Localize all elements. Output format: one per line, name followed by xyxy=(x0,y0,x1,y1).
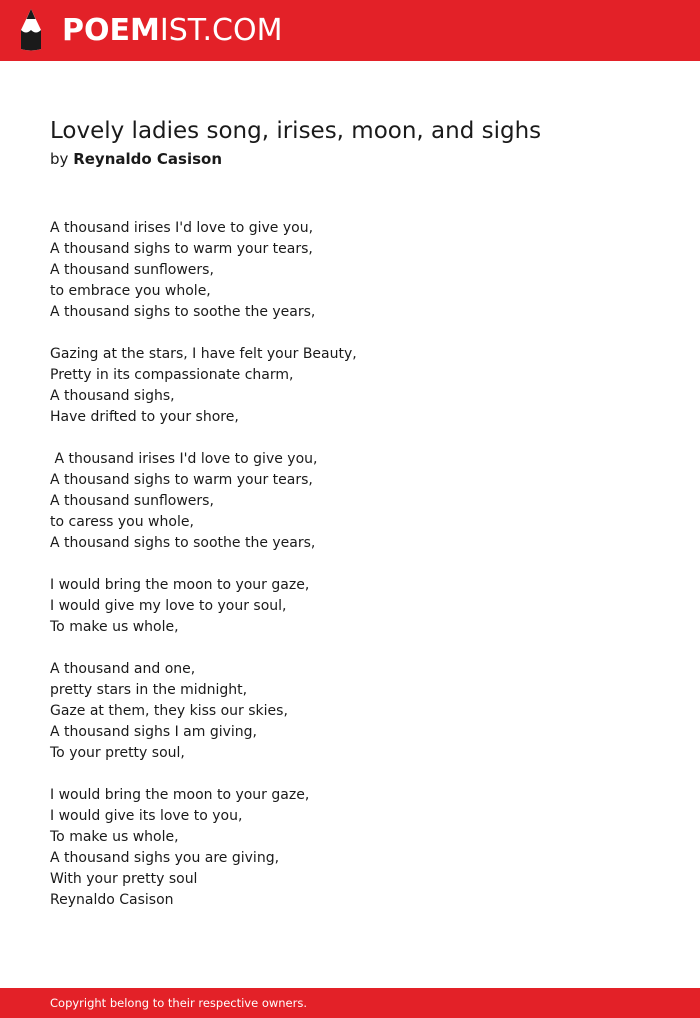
poem-byline xyxy=(50,148,222,170)
byline-prefix: by xyxy=(50,150,69,168)
poem-line: I would give its love to you, xyxy=(50,808,243,824)
poem-line: I would give my love to your soul, xyxy=(50,598,287,614)
poem-line: Gaze at them, they kiss our skies, xyxy=(50,703,288,719)
poem-stanza xyxy=(50,449,650,554)
poem-line: I would bring the moon to your gaze, xyxy=(50,787,310,803)
poem-body xyxy=(50,218,650,932)
poem-line: A thousand sighs, xyxy=(50,388,175,404)
poem-line: I would bring the moon to your gaze, xyxy=(50,577,310,593)
poem-line: Pretty in its compassionate charm, xyxy=(50,367,294,383)
poem-line: Reynaldo Casison xyxy=(50,892,174,908)
poem-line: A thousand sighs to warm your tears, xyxy=(50,241,313,257)
poem-line: Gazing at the stars, I have felt your Beauty, xyxy=(50,346,357,362)
poem-line: To your pretty soul, xyxy=(50,745,185,761)
poem-stanza xyxy=(50,575,650,638)
poem-line: A thousand sunflowers, xyxy=(50,493,214,509)
poem-line: A thousand sighs to soothe the years, xyxy=(50,304,316,320)
poem-line: A thousand irises I'd love to give you, xyxy=(50,220,314,236)
poem-line: A thousand and one, xyxy=(50,661,196,677)
logo-text-light: IST.COM xyxy=(159,13,283,48)
site-footer xyxy=(0,988,700,1018)
poem-line: A thousand sunflowers, xyxy=(50,262,214,278)
poem-line: To make us whole, xyxy=(50,829,179,845)
poem-line: A thousand sighs I am giving, xyxy=(50,724,258,740)
poem-stanza xyxy=(50,785,650,911)
pencil-icon xyxy=(16,8,46,52)
poem-line: A thousand sighs you are giving, xyxy=(50,850,280,866)
logo-text-bold: POEM xyxy=(62,13,160,48)
poem-line: pretty stars in the midnight, xyxy=(50,682,248,698)
site-logo[interactable] xyxy=(62,12,282,50)
poem-line: A thousand sighs to warm your tears, xyxy=(50,472,313,488)
poem-line: A thousand sighs to soothe the years, xyxy=(50,535,316,551)
poem-title: Lovely ladies song, irises, moon, and sighs xyxy=(50,118,542,144)
poem-stanza xyxy=(50,344,650,428)
author-name: Reynaldo Casison xyxy=(73,150,223,168)
poem-line: With your pretty soul xyxy=(50,871,198,887)
poem-line: to caress you whole, xyxy=(50,514,194,530)
poem-line: to embrace you whole, xyxy=(50,283,211,299)
poem-line: Have drifted to your shore, xyxy=(50,409,239,425)
site-header xyxy=(0,0,700,61)
copyright-notice: Copyright belong to their respective owners. xyxy=(50,996,308,1010)
poem-line: To make us whole, xyxy=(50,619,179,635)
poem-stanza xyxy=(50,218,650,323)
poem-stanza xyxy=(50,659,650,764)
poem-line: A thousand irises I'd love to give you, xyxy=(50,451,318,467)
